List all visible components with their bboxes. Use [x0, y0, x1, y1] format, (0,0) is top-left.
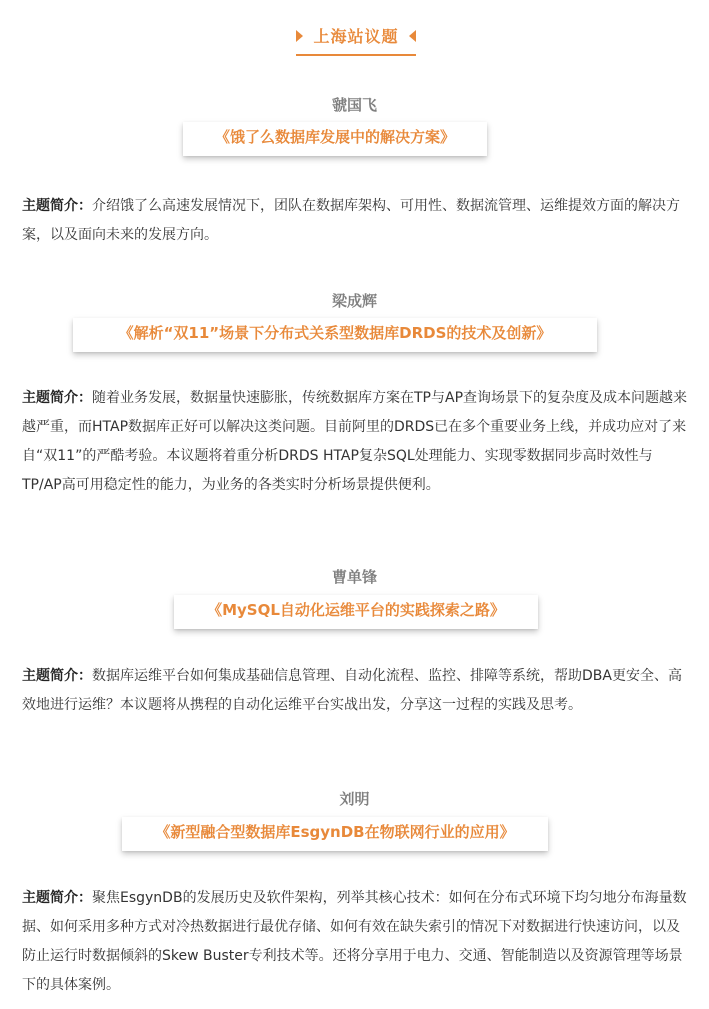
talk-intro	[22, 662, 690, 720]
talk-title: 《新型融合型数据库EsgynDB在物联网行业的应用》	[122, 817, 548, 851]
intro-text: 介绍饿了么高速发展情况下，团队在数据库架构、可用性、数据流管理、运维提效方面的解决方案，以及面向未来的发展方向。	[22, 198, 680, 243]
talk-intro	[22, 192, 690, 250]
intro-text: 随着业务发展，数据量快速膨胀，传统数据库方案在TP与AP查询场景下的复杂度及成本问题越来越严重，而HTAP数据库正好可以解决这类问题。目前阿里的DRDS已在多个重要业务上线，并成功应对了来自“双11”的严酷考验。本议题将着重分析DRDS HTAP复杂SQL处理能力、实现零数据同步高时效性与TP/AP高可用稳定性的能力，为业务的各类实时分析场景提供便利。	[22, 390, 688, 493]
talk-title: 《MySQL自动化运维平台的实践探索之路》	[174, 595, 538, 629]
intro-label: 主题简介：	[22, 390, 92, 406]
intro-label: 主题简介：	[22, 198, 92, 214]
speaker-name: 梁成辉	[331, 292, 377, 310]
intro-label: 主题简介：	[22, 890, 92, 906]
intro-text: 聚焦EsgynDB的发展历史及软件架构，列举其核心技术：如何在分布式环境下均匀地分布海量数据、如何采用多种方式对冷热数据进行最优存储、如何有效在缺失索引的情况下对数据进行快速访问，以及防止运行时数据倾斜的Skew Buster专利技术等。还将分享用于电力、交通、智能制造以及资源管理等场景下的具体案例。	[22, 890, 687, 993]
intro-label: 主题简介：	[22, 668, 92, 684]
speaker-name: 曹单锋	[331, 568, 377, 586]
speaker-name: 虢国飞	[331, 96, 377, 114]
intro-text: 数据库运维平台如何集成基础信息管理、自动化流程、监控、排障等系统，帮助DBA更安全、高效地进行运维？本议题将从携程的自动化运维平台实战出发，分享这一过程的实践及思考。	[22, 668, 682, 713]
section-header	[296, 18, 416, 56]
talk-intro	[22, 384, 690, 500]
talk-title: 《饿了么数据库发展中的解决方案》	[183, 122, 487, 156]
section-title: 上海站议题	[313, 27, 399, 46]
triangle-right-icon	[409, 30, 416, 42]
speaker-name: 刘明	[339, 790, 370, 808]
talk-intro	[22, 884, 690, 1000]
talk-title: 《解析“双11”场景下分布式关系型数据库DRDS的技术及创新》	[73, 318, 597, 352]
